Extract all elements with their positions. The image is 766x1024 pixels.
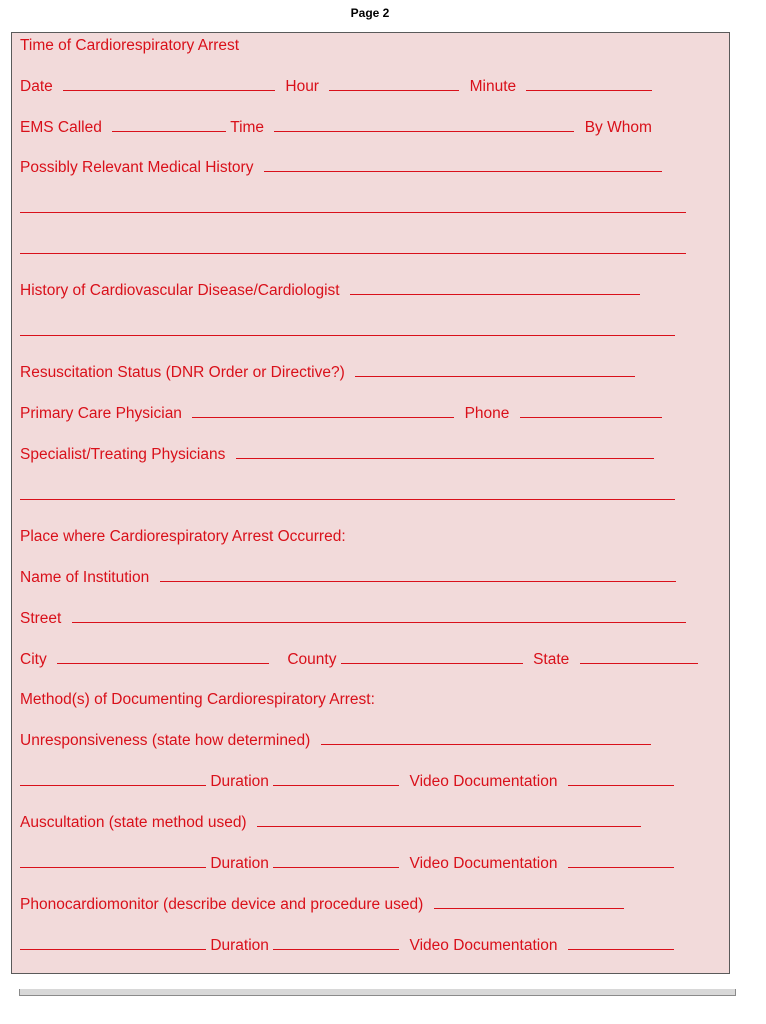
unresponsiveness-duration-field[interactable] bbox=[273, 772, 399, 786]
county-field[interactable] bbox=[341, 650, 523, 664]
medical-history-row bbox=[20, 157, 721, 179]
auscultation-label: Auscultation (state method used) bbox=[20, 814, 247, 831]
horizontal-scrollbar[interactable] bbox=[19, 989, 736, 996]
institution-field[interactable] bbox=[160, 568, 676, 582]
specialist-label: Specialist/Treating Physicians bbox=[20, 446, 226, 463]
medical-history-field-2[interactable] bbox=[20, 199, 686, 213]
auscultation-duration-field[interactable] bbox=[273, 854, 399, 868]
unresponsiveness-extra-field[interactable] bbox=[20, 772, 206, 786]
methods-heading: Method(s) of Documenting Cardiorespiratory Arrest: bbox=[20, 691, 375, 708]
state-label: State bbox=[533, 651, 570, 668]
primary-care-field[interactable] bbox=[192, 404, 454, 418]
phonocardio-duration-field[interactable] bbox=[273, 936, 399, 950]
medical-history-label: Possibly Relevant Medical History bbox=[20, 159, 254, 176]
time-label: Time bbox=[230, 119, 265, 136]
resuscitation-field[interactable] bbox=[355, 363, 635, 377]
city-label: City bbox=[20, 651, 47, 668]
date-label: Date bbox=[20, 78, 53, 95]
hour-label: Hour bbox=[285, 78, 319, 95]
ems-called-label: EMS Called bbox=[20, 119, 102, 136]
duration-label: Duration bbox=[210, 773, 269, 790]
unresponsiveness-field[interactable] bbox=[321, 731, 651, 745]
ems-called-field[interactable] bbox=[112, 118, 226, 132]
specialist-field[interactable] bbox=[236, 445, 654, 459]
street-label: Street bbox=[20, 610, 62, 627]
street-field[interactable] bbox=[72, 609, 686, 623]
ems-row bbox=[20, 117, 721, 139]
institution-label: Name of Institution bbox=[20, 569, 150, 586]
phonocardio-label: Phonocardiomonitor (describe device and procedure used) bbox=[20, 896, 424, 913]
medical-history-field-3[interactable] bbox=[20, 240, 686, 254]
arrest-form bbox=[11, 32, 730, 974]
unresponsiveness-label: Unresponsiveness (state how determined) bbox=[20, 732, 311, 749]
medical-history-line-2 bbox=[20, 198, 721, 220]
place-heading-row bbox=[20, 526, 721, 548]
hour-field[interactable] bbox=[329, 77, 459, 91]
phone-label: Phone bbox=[464, 405, 510, 422]
ems-time-field[interactable] bbox=[274, 118, 574, 132]
unresponsiveness-video-field[interactable] bbox=[568, 772, 674, 786]
phonocardio-video-field[interactable] bbox=[568, 936, 674, 950]
auscultation-duration-row bbox=[20, 853, 721, 875]
primary-care-row bbox=[20, 403, 721, 425]
specialist-line-2 bbox=[20, 485, 721, 507]
auscultation-extra-field[interactable] bbox=[20, 854, 206, 868]
resuscitation-row bbox=[20, 362, 721, 384]
duration-label: Duration bbox=[210, 855, 269, 872]
cardio-history-row bbox=[20, 280, 721, 302]
cardio-history-field[interactable] bbox=[350, 281, 640, 295]
by-whom-label: By Whom bbox=[584, 119, 652, 136]
primary-care-label: Primary Care Physician bbox=[20, 405, 182, 422]
phonocardio-row bbox=[20, 894, 721, 916]
video-label: Video Documentation bbox=[409, 937, 558, 954]
duration-label: Duration bbox=[210, 937, 269, 954]
minute-label: Minute bbox=[469, 78, 517, 95]
auscultation-field[interactable] bbox=[257, 813, 641, 827]
phonocardio-extra-field[interactable] bbox=[20, 936, 206, 950]
methods-heading-row bbox=[20, 689, 721, 711]
phone-field[interactable] bbox=[520, 404, 662, 418]
state-field[interactable] bbox=[580, 650, 698, 664]
minute-field[interactable] bbox=[526, 77, 652, 91]
place-heading: Place where Cardiorespiratory Arrest Occurred: bbox=[20, 528, 346, 545]
phonocardio-duration-row bbox=[20, 935, 721, 957]
city-county-state-row bbox=[20, 649, 721, 671]
time-of-arrest-row bbox=[20, 35, 721, 57]
date-hour-minute-row bbox=[20, 76, 721, 98]
medical-history-field[interactable] bbox=[264, 158, 662, 172]
unresponsiveness-row bbox=[20, 730, 721, 752]
phonocardio-field[interactable] bbox=[434, 895, 624, 909]
street-row bbox=[20, 608, 721, 630]
city-field[interactable] bbox=[57, 650, 269, 664]
page-label: Page 2 bbox=[350, 6, 390, 20]
auscultation-video-field[interactable] bbox=[568, 854, 674, 868]
cardio-history-field-2[interactable] bbox=[20, 322, 675, 336]
institution-row bbox=[20, 567, 721, 589]
cardio-history-line-2 bbox=[20, 321, 721, 343]
unresponsiveness-duration-row bbox=[20, 771, 721, 793]
date-field[interactable] bbox=[63, 77, 275, 91]
cardio-history-label: History of Cardiovascular Disease/Cardiologist bbox=[20, 282, 340, 299]
resuscitation-label: Resuscitation Status (DNR Order or Directive?) bbox=[20, 364, 345, 381]
county-label: County bbox=[287, 651, 337, 668]
video-label: Video Documentation bbox=[409, 855, 558, 872]
specialist-row bbox=[20, 444, 721, 466]
medical-history-line-3 bbox=[20, 239, 721, 261]
video-label: Video Documentation bbox=[409, 773, 558, 790]
auscultation-row bbox=[20, 812, 721, 834]
time-of-arrest-heading: Time of Cardiorespiratory Arrest bbox=[20, 37, 240, 54]
specialist-field-2[interactable] bbox=[20, 486, 675, 500]
